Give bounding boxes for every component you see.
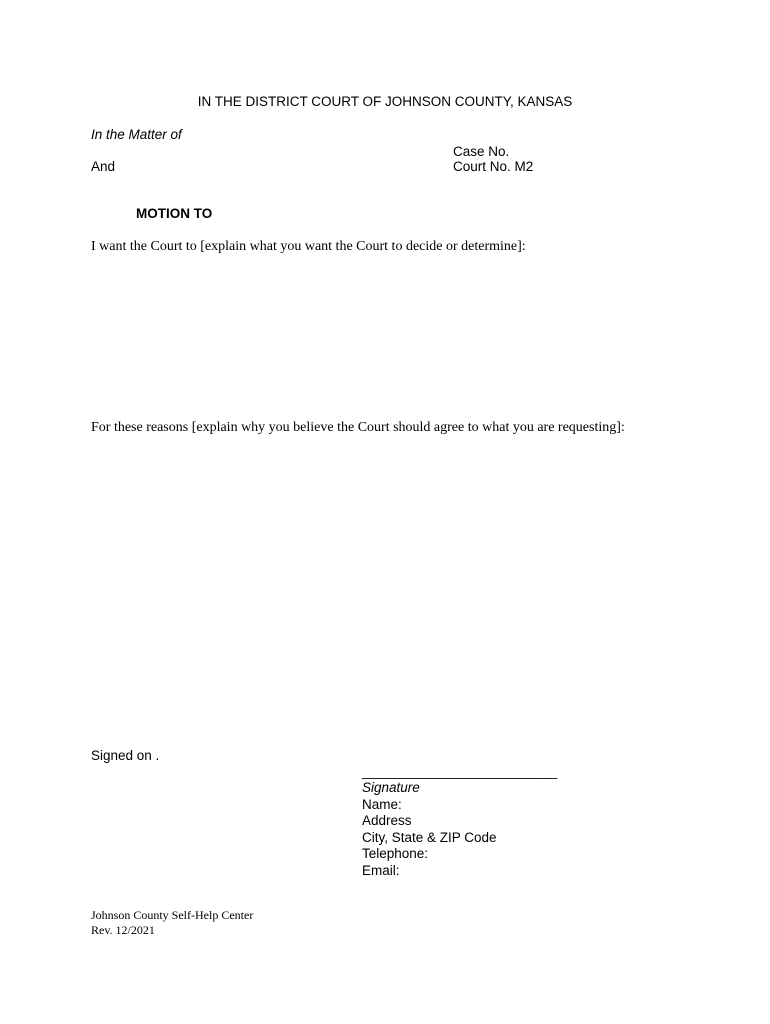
city-state-zip-label: City, State & ZIP Code <box>362 829 497 845</box>
signed-on-label: Signed on . <box>91 748 160 763</box>
name-label: Name: <box>362 796 402 812</box>
case-number-label: Case No. <box>453 144 510 159</box>
footer-revision: Rev. 12/2021 <box>91 923 155 937</box>
motion-title: MOTION TO <box>136 206 213 221</box>
signature-label: Signature <box>362 780 420 795</box>
signature-line: __________________________ <box>362 764 558 779</box>
court-number-label: Court No. M2 <box>453 159 534 174</box>
court-title: IN THE DISTRICT COURT OF JOHNSON COUNTY, KANSAS <box>197 94 573 109</box>
in-the-matter-of: In the Matter of <box>91 127 182 142</box>
signature-block <box>362 764 557 879</box>
footer-center-name: Johnson County Self-Help Center <box>91 908 254 922</box>
reasons-instruction: For these reasons [explain why you believe the Court should agree to what you are requesting]: <box>91 420 625 435</box>
email-label: Email: <box>362 862 400 878</box>
request-instruction: I want the Court to [explain what you want the Court to decide or determine]: <box>91 239 526 254</box>
and-label: And <box>91 159 116 174</box>
address-label: Address <box>362 813 412 828</box>
telephone-label: Telephone: <box>362 846 429 861</box>
footer <box>91 908 253 938</box>
